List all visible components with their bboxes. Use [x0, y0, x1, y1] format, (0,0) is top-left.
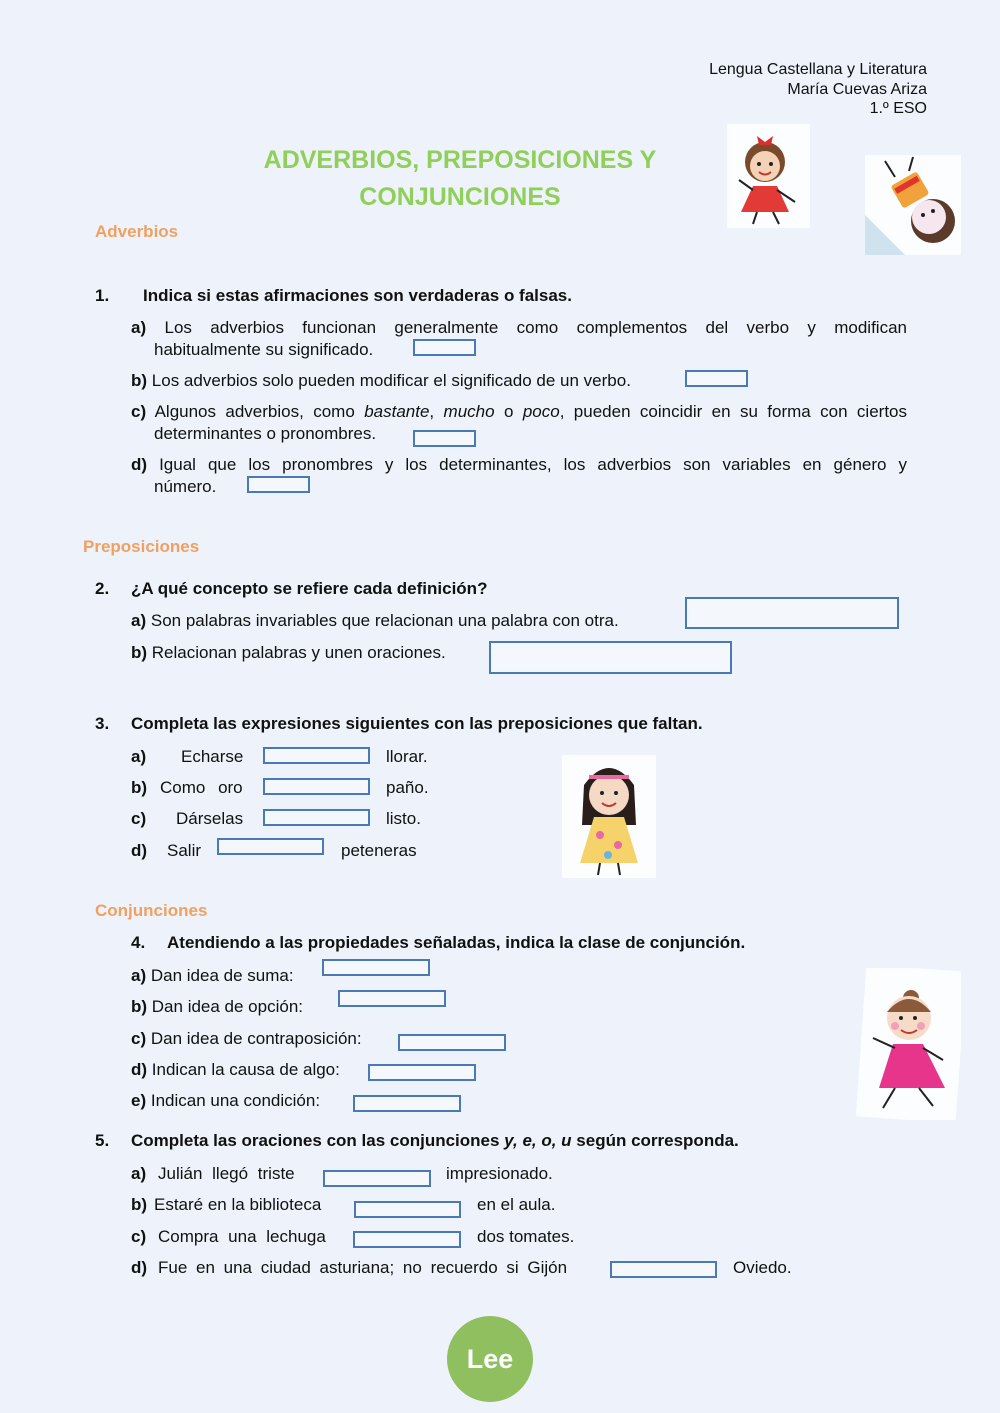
q1-d-label: d) [131, 455, 148, 474]
q4-item-e [131, 1090, 320, 1112]
q1-a-label: a) [131, 318, 147, 337]
subject-label: Lengua Castellana y Literatura [709, 61, 927, 78]
lee-badge[interactable]: Lee [447, 1316, 533, 1402]
q3-d-after: peteneras [341, 841, 417, 860]
q3-c-before: Dárselas [176, 809, 244, 828]
q1-c-post: , pueden coincidir en su forma con ciertos [559, 402, 908, 421]
question-1-number: 1. [95, 286, 110, 305]
q5-d-label: d) [131, 1258, 148, 1277]
section-preposiciones: Preposiciones [83, 537, 200, 556]
q2-item-b [131, 642, 446, 664]
q4-d-answer-box[interactable] [368, 1064, 476, 1081]
q1-c-sep2: o [494, 402, 523, 421]
q1-c-label: c) [131, 402, 147, 421]
q3-item-d [131, 840, 147, 862]
q2-b-label: b) [131, 643, 148, 662]
q3-a-label: a) [131, 747, 147, 766]
q5-c-answer-box[interactable] [353, 1231, 461, 1248]
q3-b-after: paño. [386, 778, 429, 797]
q5-b-answer-box[interactable] [354, 1201, 461, 1218]
q1-c-pre: Algunos adverbios, como [154, 402, 365, 421]
q3-item-b [131, 777, 147, 799]
q2-a-text: Son palabras invariables que relacionan una palabra con otra. [150, 611, 619, 630]
q5-a-before: Julián llegó triste [158, 1164, 295, 1183]
q2-b-answer-box[interactable] [489, 641, 732, 674]
q1-c-line2: determinantes o pronombres. [154, 424, 377, 443]
q5-text-post: según corresponda. [571, 1131, 739, 1150]
q1-a-answer-box[interactable] [413, 339, 476, 356]
title-line-1: ADVERBIOS, PREPOSICIONES Y [263, 146, 657, 174]
q3-a-answer-box[interactable] [263, 747, 370, 764]
title-line-2: CONJUNCIONES [359, 183, 561, 211]
girl-pink-dress-icon [853, 968, 961, 1120]
girl-upside-down-icon [865, 155, 961, 255]
q4-a-text: Dan idea de suma: [150, 966, 294, 985]
q4-a-label: a) [131, 966, 147, 985]
grade-label: 1.º ESO [869, 100, 927, 117]
q4-item-c [131, 1028, 362, 1050]
q4-c-text: Dan idea de contraposición: [150, 1029, 362, 1048]
page-title [240, 142, 680, 216]
q5-a-label: a) [131, 1164, 147, 1183]
q4-item-d [131, 1059, 340, 1081]
question-2-text: ¿A qué concepto se refiere cada definición? [131, 579, 488, 598]
q3-item-c [131, 808, 146, 830]
q5-item-c [131, 1226, 146, 1248]
q1-item-a [131, 317, 907, 361]
q3-b-answer-box[interactable] [263, 778, 370, 795]
q5-b-after: en el aula. [477, 1195, 556, 1214]
q5-a-after: impresionado. [446, 1164, 553, 1183]
question-3-number: 3. [95, 714, 110, 733]
q4-b-text: Dan idea de opción: [151, 997, 304, 1016]
q5-text-pre: Completa las oraciones con las conjunciones [131, 1131, 505, 1150]
q5-item-a [131, 1163, 146, 1185]
author-label: María Cuevas Ariza [787, 80, 927, 98]
question-2-number: 2. [95, 579, 110, 598]
q1-d-answer-box[interactable] [247, 476, 310, 493]
q1-item-b [131, 370, 631, 392]
q4-e-text: Indican una condición: [150, 1091, 321, 1110]
q2-b-text: Relacionan palabras y unen oraciones. [151, 643, 446, 662]
q2-item-a [131, 610, 619, 632]
q2-a-answer-box[interactable] [685, 597, 899, 629]
q1-item-c [131, 401, 907, 445]
q3-b-before: Como oro [160, 778, 243, 797]
q1-c-word-mucho: mucho [443, 402, 495, 421]
q1-b-text: Los adverbios solo pueden modificar el significado de un verbo. [151, 371, 631, 390]
q3-d-answer-box[interactable] [217, 838, 324, 855]
q1-d-line2: número. [154, 477, 217, 496]
q5-a-answer-box[interactable] [323, 1170, 431, 1187]
q3-c-label: c) [131, 809, 147, 828]
q5-b-label: b) [131, 1195, 148, 1214]
q3-a-before: Echarse [181, 747, 244, 766]
q1-c-sep1: , [429, 402, 444, 421]
q3-d-before: Salir [167, 841, 202, 860]
question-3-text: Completa las expresiones siguientes con las preposiciones que faltan. [131, 714, 703, 733]
q5-conjunctions: y, e, o, u [504, 1131, 572, 1150]
q1-d-line1: Igual que los pronombres y los determinantes, los adverbios son variables en género y [159, 455, 907, 474]
q1-a-line1: Los adverbios funcionan generalmente como complementos del verbo y modifican [164, 318, 907, 337]
q4-d-label: d) [131, 1060, 148, 1079]
question-4-number: 4. [131, 933, 146, 952]
section-conjunciones: Conjunciones [95, 901, 208, 920]
q1-c-answer-box[interactable] [413, 430, 476, 447]
q3-a-after: llorar. [386, 747, 428, 766]
q4-c-answer-box[interactable] [398, 1034, 506, 1051]
question-5-text [131, 1131, 739, 1151]
section-adverbios: Adverbios [95, 222, 179, 241]
q4-c-label: c) [131, 1029, 147, 1048]
question-4-text: Atendiendo a las propiedades señaladas, indica la clase de conjunción. [167, 933, 746, 952]
q3-b-label: b) [131, 778, 148, 797]
q4-e-answer-box[interactable] [353, 1095, 461, 1112]
q5-d-after: Oviedo. [733, 1258, 792, 1277]
q4-b-label: b) [131, 997, 148, 1016]
q1-b-answer-box[interactable] [685, 370, 748, 387]
q1-a-line2: habitualmente su significado. [154, 340, 374, 359]
girl-flower-dress-icon [562, 755, 656, 878]
q1-c-word-bastante: bastante [364, 402, 430, 421]
q3-c-answer-box[interactable] [263, 809, 370, 826]
q5-b-before: Estaré en la biblioteca [154, 1195, 322, 1214]
q4-a-answer-box[interactable] [322, 959, 430, 976]
q5-item-d [131, 1257, 147, 1279]
girl-red-dress-icon [727, 124, 810, 228]
question-1-text: Indica si estas afirmaciones son verdaderas o falsas. [143, 286, 572, 305]
q3-item-a [131, 746, 146, 768]
q5-c-label: c) [131, 1227, 147, 1246]
q2-a-label: a) [131, 611, 147, 630]
q4-d-text: Indican la causa de algo: [151, 1060, 340, 1079]
q4-e-label: e) [131, 1091, 147, 1110]
q5-item-b [131, 1194, 147, 1216]
q3-c-after: listo. [386, 809, 421, 828]
q4-item-b [131, 996, 303, 1018]
q5-c-before: Compra una lechuga [158, 1227, 326, 1246]
q5-d-answer-box[interactable] [610, 1261, 717, 1278]
question-5-number: 5. [95, 1131, 110, 1150]
q4-item-a [131, 965, 294, 987]
header-info [709, 60, 927, 119]
q5-d-before: Fue en una ciudad asturiana; no recuerdo si Gijón [158, 1258, 568, 1277]
q5-c-after: dos tomates. [477, 1227, 575, 1246]
q3-d-label: d) [131, 841, 148, 860]
q1-c-word-poco: poco [522, 402, 560, 421]
q1-b-label: b) [131, 371, 148, 390]
q4-b-answer-box[interactable] [338, 990, 446, 1007]
